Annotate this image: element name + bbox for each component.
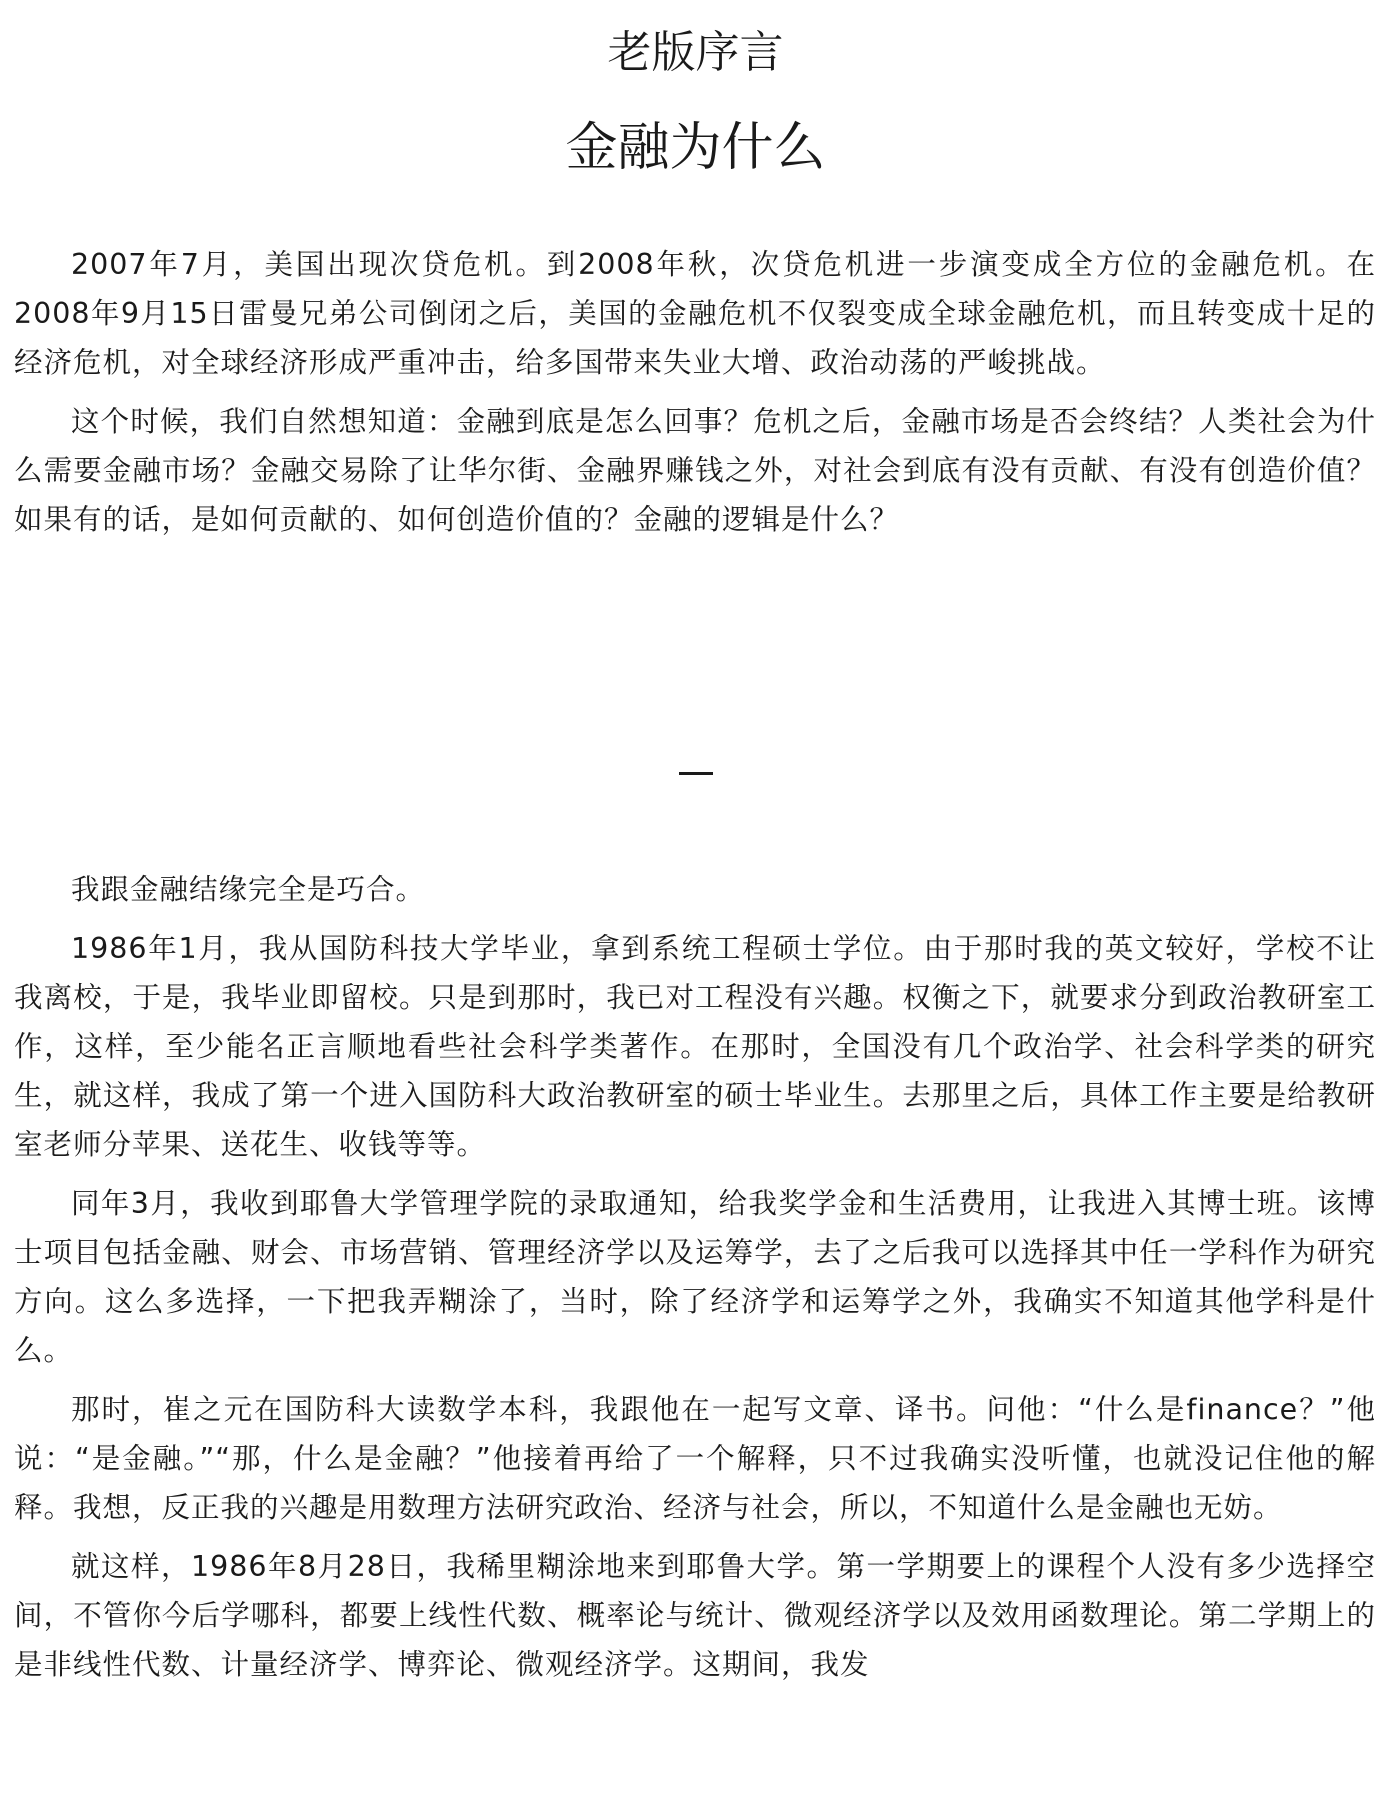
paragraph: 1986年1月，我从国防科技大学毕业，拿到系统工程硕士学位。由于那时我的英文较好，学校不让我离校，于是，我毕业即留校。只是到那时，我已对工程没有兴趣。权衡之下，就要求分到政治教研室工作，这样，至少能名正言顺地看些社会科学类著作。在那时，全国没有几个政治学、社会科学类的研究生，就这样，我成了第一个进入国防科大政治教研室的硕士毕业生。去那里之后，具体工作主要是给教研室老师分苹果、送花生、收钱等等。: [14, 932, 1376, 1161]
paragraph: 这个时候，我们自然想知道：金融到底是怎么回事？危机之后，金融市场是否会终结？人类社会为什么需要金融市场？金融交易除了让华尔街、金融界赚钱之外，对社会到底有没有贡献、有没有创造价值？如果有的话，是如何贡献的、如何创造价值的？金融的逻辑是什么？: [14, 405, 1376, 536]
paragraph: 就这样，1986年8月28日，我稀里糊涂地来到耶鲁大学。第一学期要上的课程个人没有多少选择空间，不管你今后学哪科，都要上线性代数、概率论与统计、微观经济学以及效用函数理论。第二学期上的是非线性代数、计量经济学、博弈论、微观经济学。这期间，我发: [14, 1550, 1376, 1681]
paragraph: 2007年7月，美国出现次贷危机。到2008年秋，次贷危机进一步演变成全方位的金融危机。在2008年9月15日雷曼兄弟公司倒闭之后，美国的金融危机不仅裂变成全球金融危机，而且转变成十足的经济危机，对全球经济形成严重冲击，给多国带来失业大增、政治动荡的严峻挑战。: [14, 248, 1376, 379]
section-number-glyph: [679, 772, 713, 775]
section-number: [0, 745, 1391, 795]
paragraph: 那时，崔之元在国防科大读数学本科，我跟他在一起写文章、译书。问他：“什么是finance？”他说：“是金融。”“那，什么是金融？”他接着再给了一个解释，只不过我确实没听懂，也就没记住他的解释。我想，反正我的兴趣是用数理方法研究政治、经济与社会，所以，不知道什么是金融也无妨。: [14, 1393, 1376, 1524]
section-text: [14, 865, 1376, 1699]
paragraph: 我跟金融结缘完全是巧合。: [71, 873, 426, 906]
paragraph: 同年3月，我收到耶鲁大学管理学院的录取通知，给我奖学金和生活费用，让我进入其博士班。该博士项目包括金融、财会、市场营销、管理经济学以及运筹学，去了之后我可以选择其中任一学科作为研究方向。这么多选择，一下把我弄糊涂了，当时，除了经济学和运筹学之外，我确实不知道其他学科是什么。: [14, 1187, 1376, 1367]
chapter-title: 金融为什么: [565, 118, 826, 178]
intro-text: [14, 240, 1376, 554]
preface-heading: 老版序言: [607, 27, 784, 78]
